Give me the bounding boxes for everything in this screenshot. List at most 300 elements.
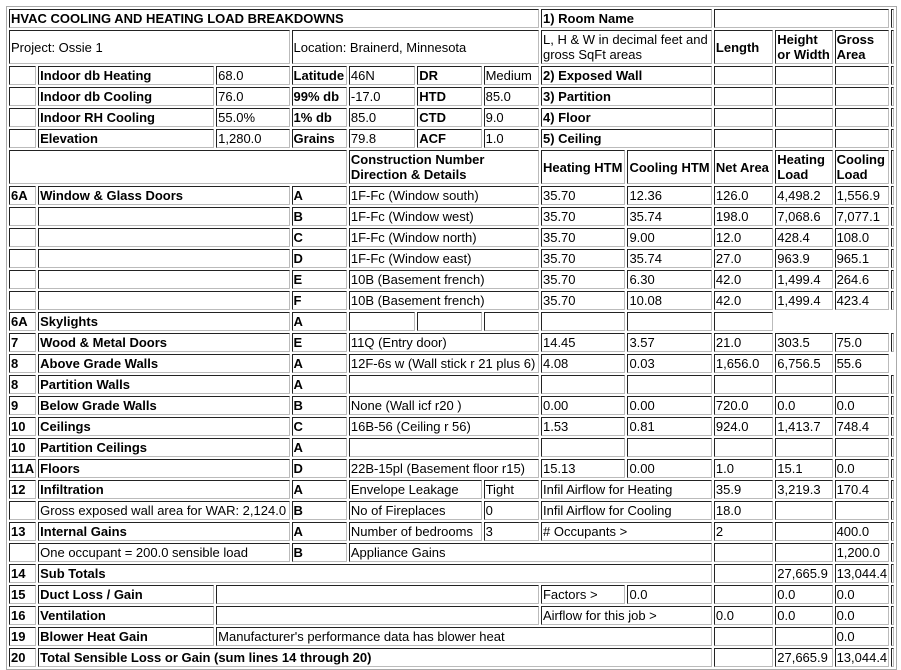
design-condition-row	[9, 108, 894, 127]
load-line-row	[9, 186, 894, 205]
cooling-htm: 12.36	[627, 186, 711, 205]
design-condition-row	[9, 129, 894, 148]
room-name-field[interactable]	[714, 9, 889, 28]
edge	[891, 66, 894, 85]
envelope-leakage-label: Envelope Leakage	[349, 480, 482, 499]
net-area[interactable]: 27.0	[714, 249, 773, 268]
line-label: Infiltration	[38, 480, 289, 499]
heating-load: 963.9	[775, 249, 832, 268]
cooling-htm-header: Cooling HTM	[627, 150, 711, 184]
total-heating: 27,665.9	[775, 648, 832, 667]
climate-value: 1.0	[484, 129, 539, 148]
edge	[891, 270, 894, 289]
condition-label: Elevation	[38, 129, 214, 148]
gross-area-field[interactable]	[835, 108, 889, 127]
line-label: Total Sensible Loss or Gain (sum lines 14 through 20)	[38, 648, 712, 667]
load-line-row	[9, 333, 894, 352]
load-breakdown-table	[6, 6, 897, 670]
heating-load: 6,756.5	[775, 354, 832, 373]
line-number	[9, 228, 36, 247]
line-number	[9, 291, 36, 310]
length-field[interactable]	[714, 129, 773, 148]
cell	[9, 108, 36, 127]
construction-details[interactable]: 1F-Fc (Window north)	[349, 228, 539, 247]
length-field[interactable]	[714, 108, 773, 127]
load-line-row	[9, 459, 894, 478]
line-letter: A	[292, 354, 347, 373]
cell	[775, 627, 832, 646]
edge	[891, 648, 894, 667]
internal-gains-row	[9, 522, 894, 541]
condition-label: Indoor RH Cooling	[38, 108, 214, 127]
heating-load: 0.0	[775, 396, 832, 415]
climate-label: 1% db	[292, 108, 347, 127]
cooling-htm: 3.57	[627, 333, 711, 352]
cooling-htm: 0.81	[627, 417, 711, 436]
cell	[714, 627, 773, 646]
climate-label: Grains	[292, 129, 347, 148]
line-letter: D	[292, 249, 347, 268]
heating-load: 7,068.6	[775, 207, 832, 226]
climate-value: 85.0	[484, 87, 539, 106]
cooling-htm: 0.00	[627, 459, 711, 478]
construction-header: Construction Number Direction & Details	[349, 150, 539, 184]
line-number: 15	[9, 585, 36, 604]
line-number: 14	[9, 564, 36, 583]
line-letter: E	[292, 333, 347, 352]
length-field[interactable]	[714, 66, 773, 85]
line-number: 16	[9, 606, 36, 625]
condition-value: 68.0	[216, 66, 289, 85]
cooling-load: 1,556.9	[835, 186, 889, 205]
climate-value: 46N	[349, 66, 415, 85]
construction-details[interactable]: 1F-Fc (Window south)	[349, 186, 539, 205]
room-dimension-label: 3) Partition	[541, 87, 712, 106]
blank-header	[9, 150, 347, 184]
line-label: Below Grade Walls	[38, 396, 289, 415]
infil-cooling-cfm: 18.0	[714, 501, 773, 520]
gross-area-field[interactable]	[835, 129, 889, 148]
climate-value: 85.0	[349, 108, 415, 127]
envelope-leakage-value[interactable]: Tight	[484, 480, 539, 499]
cell	[775, 543, 832, 562]
cooling-htm	[627, 375, 711, 394]
edge	[891, 375, 894, 394]
heating-htm: 1.53	[541, 417, 625, 436]
load-line-row	[9, 270, 894, 289]
net-area[interactable]: 924.0	[714, 417, 773, 436]
heating-htm: 14.45	[541, 333, 625, 352]
fireplaces-value[interactable]: 0	[484, 501, 539, 520]
cooling-load: 0.0	[835, 459, 889, 478]
line-label	[38, 291, 289, 310]
construction-details[interactable]	[349, 375, 539, 394]
net-area[interactable]: 42.0	[714, 291, 773, 310]
duct-heating: 0.0	[775, 585, 832, 604]
load-line-row	[9, 354, 894, 373]
line-number	[9, 207, 36, 226]
line-letter: C	[292, 417, 347, 436]
heating-load: 303.5	[775, 333, 832, 352]
line-number: 13	[9, 522, 36, 541]
cooling-load: 55.6	[835, 354, 889, 373]
vent-heating: 0.0	[775, 606, 832, 625]
line-letter: F	[292, 291, 347, 310]
construction-details[interactable]: 1F-Fc (Window west)	[349, 207, 539, 226]
heating-load: 1,413.7	[775, 417, 832, 436]
load-line-row	[9, 249, 894, 268]
occupant-note: One occupant = 200.0 sensible load	[38, 543, 289, 562]
construction-details[interactable]: 10B (Basement french)	[349, 270, 539, 289]
cell	[714, 585, 773, 604]
line-number: 10	[9, 417, 36, 436]
line-number: 6A	[9, 312, 36, 331]
cooling-load: 0.0	[835, 396, 889, 415]
line-letter: E	[292, 270, 347, 289]
cooling-load	[835, 438, 889, 457]
occupants-label: # Occupants >	[541, 522, 712, 541]
heating-htm	[541, 375, 625, 394]
empty	[775, 312, 832, 331]
net-area[interactable]: 12.0	[714, 228, 773, 247]
line-number: 12	[9, 480, 36, 499]
edge	[891, 417, 894, 436]
heating-htm: 15.13	[541, 459, 625, 478]
occupants-load: 400.0	[835, 522, 889, 541]
infiltration-row	[9, 480, 894, 499]
infiltration-row-2	[9, 501, 894, 520]
heating-htm: 35.70	[541, 291, 625, 310]
occupants-value: 2	[714, 522, 773, 541]
line-label: Floors	[38, 459, 289, 478]
heating-htm	[541, 438, 625, 457]
climate-value: 9.0	[484, 108, 539, 127]
construction-details[interactable]: 22B-15pl (Basement floor r15)	[349, 459, 539, 478]
line-label	[38, 228, 289, 247]
appliance-gains-load: 1,200.0	[835, 543, 889, 562]
height-width-header: Height or Width	[775, 30, 832, 64]
ventilation-row	[9, 606, 894, 625]
cell	[9, 129, 36, 148]
edge	[891, 228, 894, 247]
cell[interactable]	[349, 312, 415, 331]
climate-label: Latitude	[292, 66, 347, 85]
condition-value: 55.0%	[216, 108, 289, 127]
total-cooling: 13,044.4	[836, 650, 888, 665]
cell	[714, 564, 773, 583]
construction-details[interactable]: 1F-Fc (Window east)	[349, 249, 539, 268]
bedrooms-label: Number of bedrooms	[349, 522, 482, 541]
heating-load-header: Heating Load	[775, 150, 832, 184]
construction-details[interactable]: 16B-56 (Ceiling r 56)	[349, 417, 539, 436]
heating-htm: 35.70	[541, 186, 625, 205]
heating-htm: 0.00	[541, 396, 625, 415]
infil-cooling-load: 170.4	[835, 480, 889, 499]
cooling-htm: 35.74	[627, 249, 711, 268]
cell	[216, 585, 539, 604]
cell	[835, 501, 889, 520]
edge	[891, 522, 894, 541]
airflow-label: Airflow for this job >	[541, 606, 712, 625]
line-label: Window & Glass Doors	[38, 186, 289, 205]
heating-load: 1,499.4	[775, 270, 832, 289]
length-header: Length	[714, 30, 773, 64]
location: Location: Brainerd, Minnesota	[292, 30, 539, 64]
load-line-row	[9, 291, 894, 310]
duct-row	[9, 585, 894, 604]
load-line-row	[9, 207, 894, 226]
edge	[891, 291, 894, 310]
edge	[891, 606, 894, 625]
line-number: 8	[9, 354, 36, 373]
condition-label: Indoor db Cooling	[38, 87, 214, 106]
blower-cooling: 0.0	[835, 627, 889, 646]
line-letter: A	[292, 186, 347, 205]
edge	[891, 543, 894, 562]
fireplaces-label: No of Fireplaces	[349, 501, 482, 520]
gross-area-field[interactable]	[835, 66, 889, 85]
report-title: HVAC COOLING AND HEATING LOAD BREAKDOWNS	[9, 9, 539, 28]
edge	[891, 459, 894, 478]
cooling-htm: 6.30	[627, 270, 711, 289]
edge	[891, 249, 894, 268]
line-number: 20	[9, 648, 36, 667]
subtotal-row	[9, 564, 894, 583]
empty	[891, 312, 894, 331]
height-field[interactable]	[775, 87, 832, 106]
line-letter: B	[292, 396, 347, 415]
load-line-row	[9, 396, 894, 415]
net-area[interactable]: 21.0	[714, 333, 773, 352]
cooling-htm: 0.03	[627, 354, 711, 373]
empty	[835, 312, 889, 331]
appliance-gains-label: Appliance Gains	[349, 543, 712, 562]
condition-value: 76.0	[216, 87, 289, 106]
height-field[interactable]	[775, 129, 832, 148]
room-dimension-label: 4) Floor	[541, 108, 712, 127]
line-number: 8	[9, 375, 36, 394]
line-label: Partition Ceilings	[38, 438, 289, 457]
cooling-load: 748.4	[835, 417, 889, 436]
edge	[891, 480, 894, 499]
cell	[775, 501, 832, 520]
cell	[9, 543, 36, 562]
line-label: Ventilation	[38, 606, 214, 625]
construction-details[interactable]: 12F-6s w (Wall stick r 21 plus 6)	[349, 354, 539, 373]
line-letter: D	[292, 459, 347, 478]
cooling-load: 108.0	[835, 228, 889, 247]
skylights-row	[9, 312, 894, 331]
heating-load: 1,499.4	[775, 291, 832, 310]
line-label: Above Grade Walls	[38, 354, 289, 373]
climate-value: -17.0	[349, 87, 415, 106]
climate-label: DR	[417, 66, 481, 85]
line-letter: A	[292, 522, 347, 541]
heating-load	[775, 375, 832, 394]
line-label: Duct Loss / Gain	[38, 585, 214, 604]
construction-details[interactable]: None (Wall icf r20 )	[349, 396, 539, 415]
line-number: 10	[9, 438, 36, 457]
cooling-htm: 9.00	[627, 228, 711, 247]
vent-cooling: 0.0	[835, 606, 889, 625]
line-number: 7	[9, 333, 36, 352]
cell[interactable]	[484, 312, 539, 331]
construction-details[interactable]: 11Q (Entry door)	[349, 333, 539, 352]
climate-label: HTD	[417, 87, 481, 106]
room-name-label: 1) Room Name	[541, 9, 712, 28]
heating-load	[775, 438, 832, 457]
climate-value: 79.8	[349, 129, 415, 148]
line-letter: A	[292, 375, 347, 394]
net-area[interactable]: 42.0	[714, 270, 773, 289]
line-number: 6A	[9, 186, 36, 205]
height-field[interactable]	[775, 66, 832, 85]
edge	[891, 30, 894, 64]
room-dimension-label: 2) Exposed Wall	[541, 66, 712, 85]
edge	[891, 207, 894, 226]
net-area[interactable]	[714, 438, 773, 457]
edge	[891, 9, 894, 28]
line-number: 11A	[11, 461, 35, 476]
edge	[891, 585, 894, 604]
line-number: 9	[9, 396, 36, 415]
edge	[891, 438, 894, 457]
cell	[714, 543, 773, 562]
cell[interactable]	[627, 312, 711, 331]
cooling-load: 75.0	[835, 333, 889, 352]
room-dimension-label: 5) Ceiling	[541, 129, 712, 148]
climate-label: ACF	[417, 129, 481, 148]
line-letter: C	[292, 228, 347, 247]
line-label	[38, 270, 289, 289]
cell	[775, 522, 832, 541]
heating-load: 428.4	[775, 228, 832, 247]
infil-heating-cfm: 35.9	[714, 480, 773, 499]
line-number	[9, 270, 36, 289]
cell[interactable]	[714, 312, 773, 331]
construction-details[interactable]	[349, 438, 539, 457]
design-condition-row	[9, 87, 894, 106]
edge	[891, 564, 894, 583]
cooling-htm: 10.08	[627, 291, 711, 310]
line-label: Internal Gains	[38, 522, 289, 541]
edge	[891, 501, 894, 520]
cell	[9, 66, 36, 85]
line-letter: A	[292, 438, 347, 457]
line-letter: B	[292, 207, 347, 226]
cooling-load: 7,077.1	[835, 207, 889, 226]
net-area[interactable]: 126.0	[714, 186, 773, 205]
line-letter: B	[292, 543, 347, 562]
heating-htm: 35.70	[541, 207, 625, 226]
cell[interactable]	[417, 312, 481, 331]
cooling-load	[835, 375, 889, 394]
condition-label: Indoor db Heating	[38, 66, 214, 85]
line-label: Sub Totals	[38, 564, 712, 583]
project-name: Project: Ossie 1	[9, 30, 290, 64]
line-letter: A	[292, 480, 347, 499]
line-label: Wood & Metal Doors	[38, 333, 289, 352]
line-label	[38, 249, 289, 268]
factors-value[interactable]: 0.0	[627, 585, 711, 604]
heating-load: 4,498.2	[775, 186, 832, 205]
cell	[714, 648, 773, 667]
height-field[interactable]	[775, 108, 832, 127]
blower-note: Manufacturer's performance data has blower heat	[216, 627, 712, 646]
climate-value: Medium	[484, 66, 539, 85]
heating-htm: 4.08	[541, 354, 625, 373]
edge	[891, 333, 894, 352]
load-line-row	[9, 228, 894, 247]
net-area[interactable]: 720.0	[714, 396, 773, 415]
subtotal-heating: 27,665.9	[775, 564, 832, 583]
heating-htm: 35.70	[541, 228, 625, 247]
climate-label: 99% db	[292, 87, 347, 106]
design-condition-row	[9, 66, 894, 85]
airflow-value[interactable]: 0.0	[714, 606, 773, 625]
bedrooms-value[interactable]: 3	[484, 522, 539, 541]
infil-cooling-label: Infil Airflow for Cooling	[541, 501, 712, 520]
line-label	[38, 207, 289, 226]
cell[interactable]	[541, 312, 625, 331]
gross-area-field[interactable]	[835, 87, 889, 106]
line-label: Ceilings	[38, 417, 289, 436]
line-number	[9, 249, 36, 268]
line-letter: A	[292, 312, 347, 331]
cooling-htm	[627, 438, 711, 457]
cooling-load: 264.6	[835, 270, 889, 289]
net-area-header: Net Area	[714, 150, 773, 184]
cooling-load-header: Cooling Load	[835, 150, 889, 184]
net-area[interactable]: 1,656.0	[714, 354, 773, 373]
line-label: Partition Walls	[38, 375, 289, 394]
load-line-row	[9, 375, 894, 394]
duct-cooling: 0.0	[835, 585, 889, 604]
edge	[891, 87, 894, 106]
climate-label: CTD	[417, 108, 481, 127]
cooling-htm: 35.74	[627, 207, 711, 226]
net-area[interactable]: 1.0	[714, 459, 773, 478]
condition-value: 1,280.0	[216, 129, 289, 148]
edge	[891, 396, 894, 415]
cell	[9, 87, 36, 106]
net-area[interactable]	[714, 375, 773, 394]
factors-label: Factors >	[541, 585, 625, 604]
cooling-htm: 0.00	[627, 396, 711, 415]
net-area[interactable]: 198.0	[714, 207, 773, 226]
cooling-load: 965.1	[835, 249, 889, 268]
edge	[891, 627, 894, 646]
war-note: Gross exposed wall area for WAR: 2,124.0	[38, 501, 289, 520]
heating-load: 15.1	[775, 459, 832, 478]
cell	[9, 501, 36, 520]
gross-area-header: Gross Area	[835, 30, 889, 64]
construction-details[interactable]: 10B (Basement french)	[349, 291, 539, 310]
subtotal-cooling: 13,044.4	[836, 566, 888, 581]
edge	[891, 108, 894, 127]
cell	[216, 606, 539, 625]
edge	[891, 186, 894, 205]
line-label: Skylights	[38, 312, 289, 331]
cooling-load: 423.4	[835, 291, 889, 310]
edge	[891, 129, 894, 148]
load-line-row	[9, 417, 894, 436]
infil-heating-load: 3,219.3	[775, 480, 832, 499]
line-letter: B	[292, 501, 347, 520]
load-line-row	[9, 438, 894, 457]
length-field[interactable]	[714, 87, 773, 106]
infil-heating-label: Infil Airflow for Heating	[541, 480, 712, 499]
